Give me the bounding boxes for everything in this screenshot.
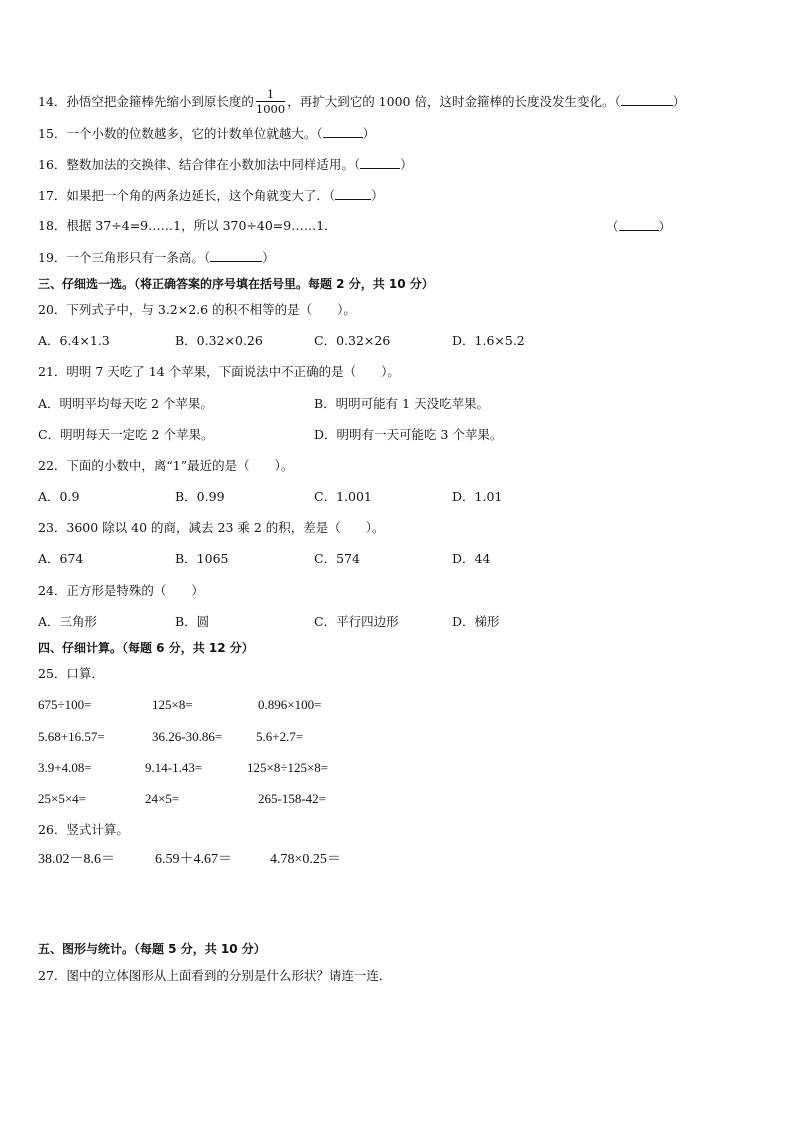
vertical-calc-item: 6.59＋4.67＝ [155,852,232,867]
close-paren: ） [400,157,413,172]
close-paren: ） [672,94,686,109]
mental-calc-item: 24×5= [145,791,180,806]
option-24-c[interactable]: C．平行四边形 [314,614,399,629]
answer-blank-16[interactable] [360,156,400,169]
close-paren: ） [362,126,376,141]
option-23-c[interactable]: C．574 [314,551,360,566]
question-18-text: 18．根据 37÷4=9……1，所以 370÷40=9……1． [38,218,337,233]
option-22-b[interactable]: B．0.99 [175,489,225,504]
option-20-d[interactable]: D．1.6×5.2 [452,333,525,348]
mental-calc-item: 675÷100= [38,697,92,712]
mental-calc-item: 125×8÷125×8= [247,760,329,775]
answer-blank-14[interactable] [621,93,673,106]
vertical-calc-item: 38.02－8.6＝ [38,852,115,867]
answer-blank-19[interactable] [210,249,262,262]
question-19-text: 19．一个三角形只有一条高。（ [38,250,211,265]
fraction-numerator: 1 [256,87,285,102]
question-18-answer [606,218,671,235]
option-20-a[interactable]: A．6.4×1.3 [38,333,110,348]
section-5-title: 五、图形与统计。（每题 5 分，共 10 分） [38,942,266,956]
fraction-denominator: 1000 [255,102,286,116]
mental-calc-item: 0.896×100= [258,697,322,712]
section-3-title: 三、仔细选一选。（将正确答案的序号填在括号里。每题 2 分，共 10 分） [38,277,434,291]
answer-blank-18[interactable] [619,218,659,231]
option-23-a[interactable]: A．674 [38,551,84,566]
option-22-c[interactable]: C．1.001 [314,489,372,504]
option-22-d[interactable]: D．1.01 [452,489,503,504]
question-17-text: 17．如果把一个角的两条边延长，这个角就变大了．（ [38,188,336,203]
option-24-d[interactable]: D．梯形 [452,614,500,629]
mental-calc-item: 25×5×4= [38,791,86,806]
option-24-b[interactable]: B．圆 [175,614,210,629]
question-16 [38,156,413,173]
option-20-b[interactable]: B．0.32×0.26 [175,333,263,348]
mental-calc-item: 265-158-42= [258,791,326,806]
question-20-stem: 20．下列式子中，与 3.2×2.6 的积不相等的是（ ）。 [38,302,356,317]
close-paren: ） [658,219,672,234]
question-16-text: 16．整数加法的交换律、结合律在小数加法中同样适用。（ [38,157,361,172]
question-26-stem: 26．竖式计算。 [38,822,129,837]
answer-blank-15[interactable] [323,125,363,138]
question-22-stem: 22．下面的小数中，离“1”最近的是（ ）。 [38,458,294,473]
option-21-d[interactable]: D．明明有一天可能吃 3 个苹果。 [314,427,503,442]
question-17 [38,187,384,204]
question-15-text: 15．一个小数的位数越多，它的计数单位就越大。（ [38,126,323,141]
question-27-stem: 27．图中的立体图形从上面看到的分别是什么形状？请连一连． [38,968,392,983]
open-paren: （ [606,219,619,234]
mental-calc-item: 3.9+4.08= [38,760,92,775]
answer-blank-17[interactable] [335,187,371,200]
vertical-calc-item: 4.78×0.25＝ [270,852,341,867]
question-18 [38,218,337,234]
close-paren: ） [262,250,275,265]
mental-calc-item: 5.6+2.7= [256,729,304,744]
mental-calc-item: 36.26-30.86= [152,729,223,744]
question-15 [38,125,375,142]
question-14-after: ，再扩大到它的 1000 倍，这时金箍棒的长度没发生变化。（ [287,94,621,109]
mental-calc-item: 9.14-1.43= [145,760,203,775]
option-24-a[interactable]: A．三角形 [38,614,98,629]
option-23-d[interactable]: D．44 [452,551,491,566]
mental-calc-item: 125×8= [152,697,193,712]
option-21-a[interactable]: A．明明平均每天吃 2 个苹果。 [38,396,213,411]
section-4-title: 四、仔细计算。（每题 6 分，共 12 分） [38,641,254,655]
option-21-b[interactable]: B．明明可能有 1 天没吃苹果。 [314,396,490,411]
close-paren: ） [371,188,384,203]
question-25-stem: 25．口算． [38,666,104,681]
option-20-c[interactable]: C．0.32×26 [314,333,391,348]
fraction-1-over-1000 [256,87,285,116]
question-14-before: 14．孙悟空把金箍棒先缩小到原长度的 [38,94,254,109]
question-24-stem: 24．正方形是特殊的（ ） [38,583,204,598]
question-19 [38,249,275,266]
question-21-stem: 21．明明 7 天吃了 14 个苹果，下面说法中不正确的是（ ）。 [38,364,400,379]
question-14 [38,88,685,117]
mental-calc-item: 5.68+16.57= [38,729,105,744]
option-21-c[interactable]: C．明明每天一定吃 2 个苹果。 [38,427,214,442]
option-23-b[interactable]: B．1065 [175,551,229,566]
question-23-stem: 23．3600 除以 40 的商，减去 23 乘 2 的积，差是（ ）。 [38,520,385,535]
option-22-a[interactable]: A．0.9 [38,489,80,504]
